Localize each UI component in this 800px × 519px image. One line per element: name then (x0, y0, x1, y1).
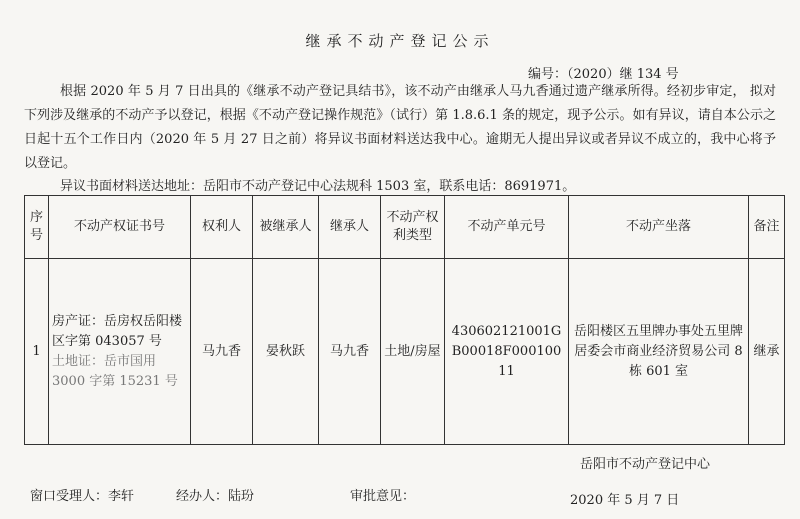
header-remark: 备注 (749, 196, 785, 259)
cell-index: 1 (25, 259, 49, 445)
cell-right-holder: 马九香 (191, 259, 253, 445)
handler: 经办人：陆玢 (176, 489, 255, 504)
issuing-center: 岳阳市不动产登记中心 (580, 457, 711, 472)
cert-land: 土地证：岳市国用3000 字第 15231 号 (52, 353, 178, 389)
header-unit-no: 不动产单元号 (445, 196, 569, 259)
header-location: 不动产坐落 (569, 196, 749, 259)
property-table (24, 195, 785, 445)
header-index: 序号 (25, 196, 49, 259)
header-decedent: 被继承人 (253, 196, 319, 259)
approval-opinion: 审批意见： (350, 489, 416, 504)
table-row (25, 259, 785, 445)
cell-cert-no (49, 259, 191, 445)
issue-date: 2020 年 5 月 7 日 (570, 493, 680, 508)
document-number: 编号：（2020）继 134 号 (528, 67, 679, 82)
cell-remark: 继承 (749, 259, 785, 445)
notice-body (24, 80, 776, 176)
header-heir: 继承人 (319, 196, 381, 259)
header-right-type: 不动产权利类型 (381, 196, 445, 259)
cert-house: 房产证：岳房权岳阳楼区字第 043057 号 (52, 313, 183, 349)
cell-right-type: 土地/房屋 (381, 259, 445, 445)
objection-address: 异议书面材料送达地址：岳阳市不动产登记中心法规科 1503 室，联系电话：8691971。 (60, 179, 576, 194)
cell-unit-no: 430602121001GB00018F00010011 (445, 259, 569, 445)
document-title: 继承不动产登记公示 (305, 32, 495, 50)
header-cert-no: 不动产权证书号 (49, 196, 191, 259)
header-right-holder: 权利人 (191, 196, 253, 259)
cell-decedent: 晏秋跃 (253, 259, 319, 445)
cell-location: 岳阳楼区五里牌办事处五里牌居委会市商业经济贸易公司 8 栋 601 室 (569, 259, 749, 445)
cell-heir: 马九香 (319, 259, 381, 445)
window-receiver: 窗口受理人：李轩 (30, 489, 135, 504)
notice-paragraph: 根据 2020 年 5 月 7 日出具的《继承不动产登记具结书》，该不动产由继承人马九香通过遗产继承所得。经初步审定， 拟对下列涉及继承的不动产予以登记，根据《不动产登记操作规范》（试行）第 1.8.6.1 条的规定，现予公示。如有异议，请自本公示之日起十五个工作日内（2020 年 5 月 27 日之前）将异议书面材料送达我中心。逾期无人提出异议或者异议不成立的，我中心将予以登记。 (24, 84, 776, 171)
table-header-row (25, 196, 785, 259)
